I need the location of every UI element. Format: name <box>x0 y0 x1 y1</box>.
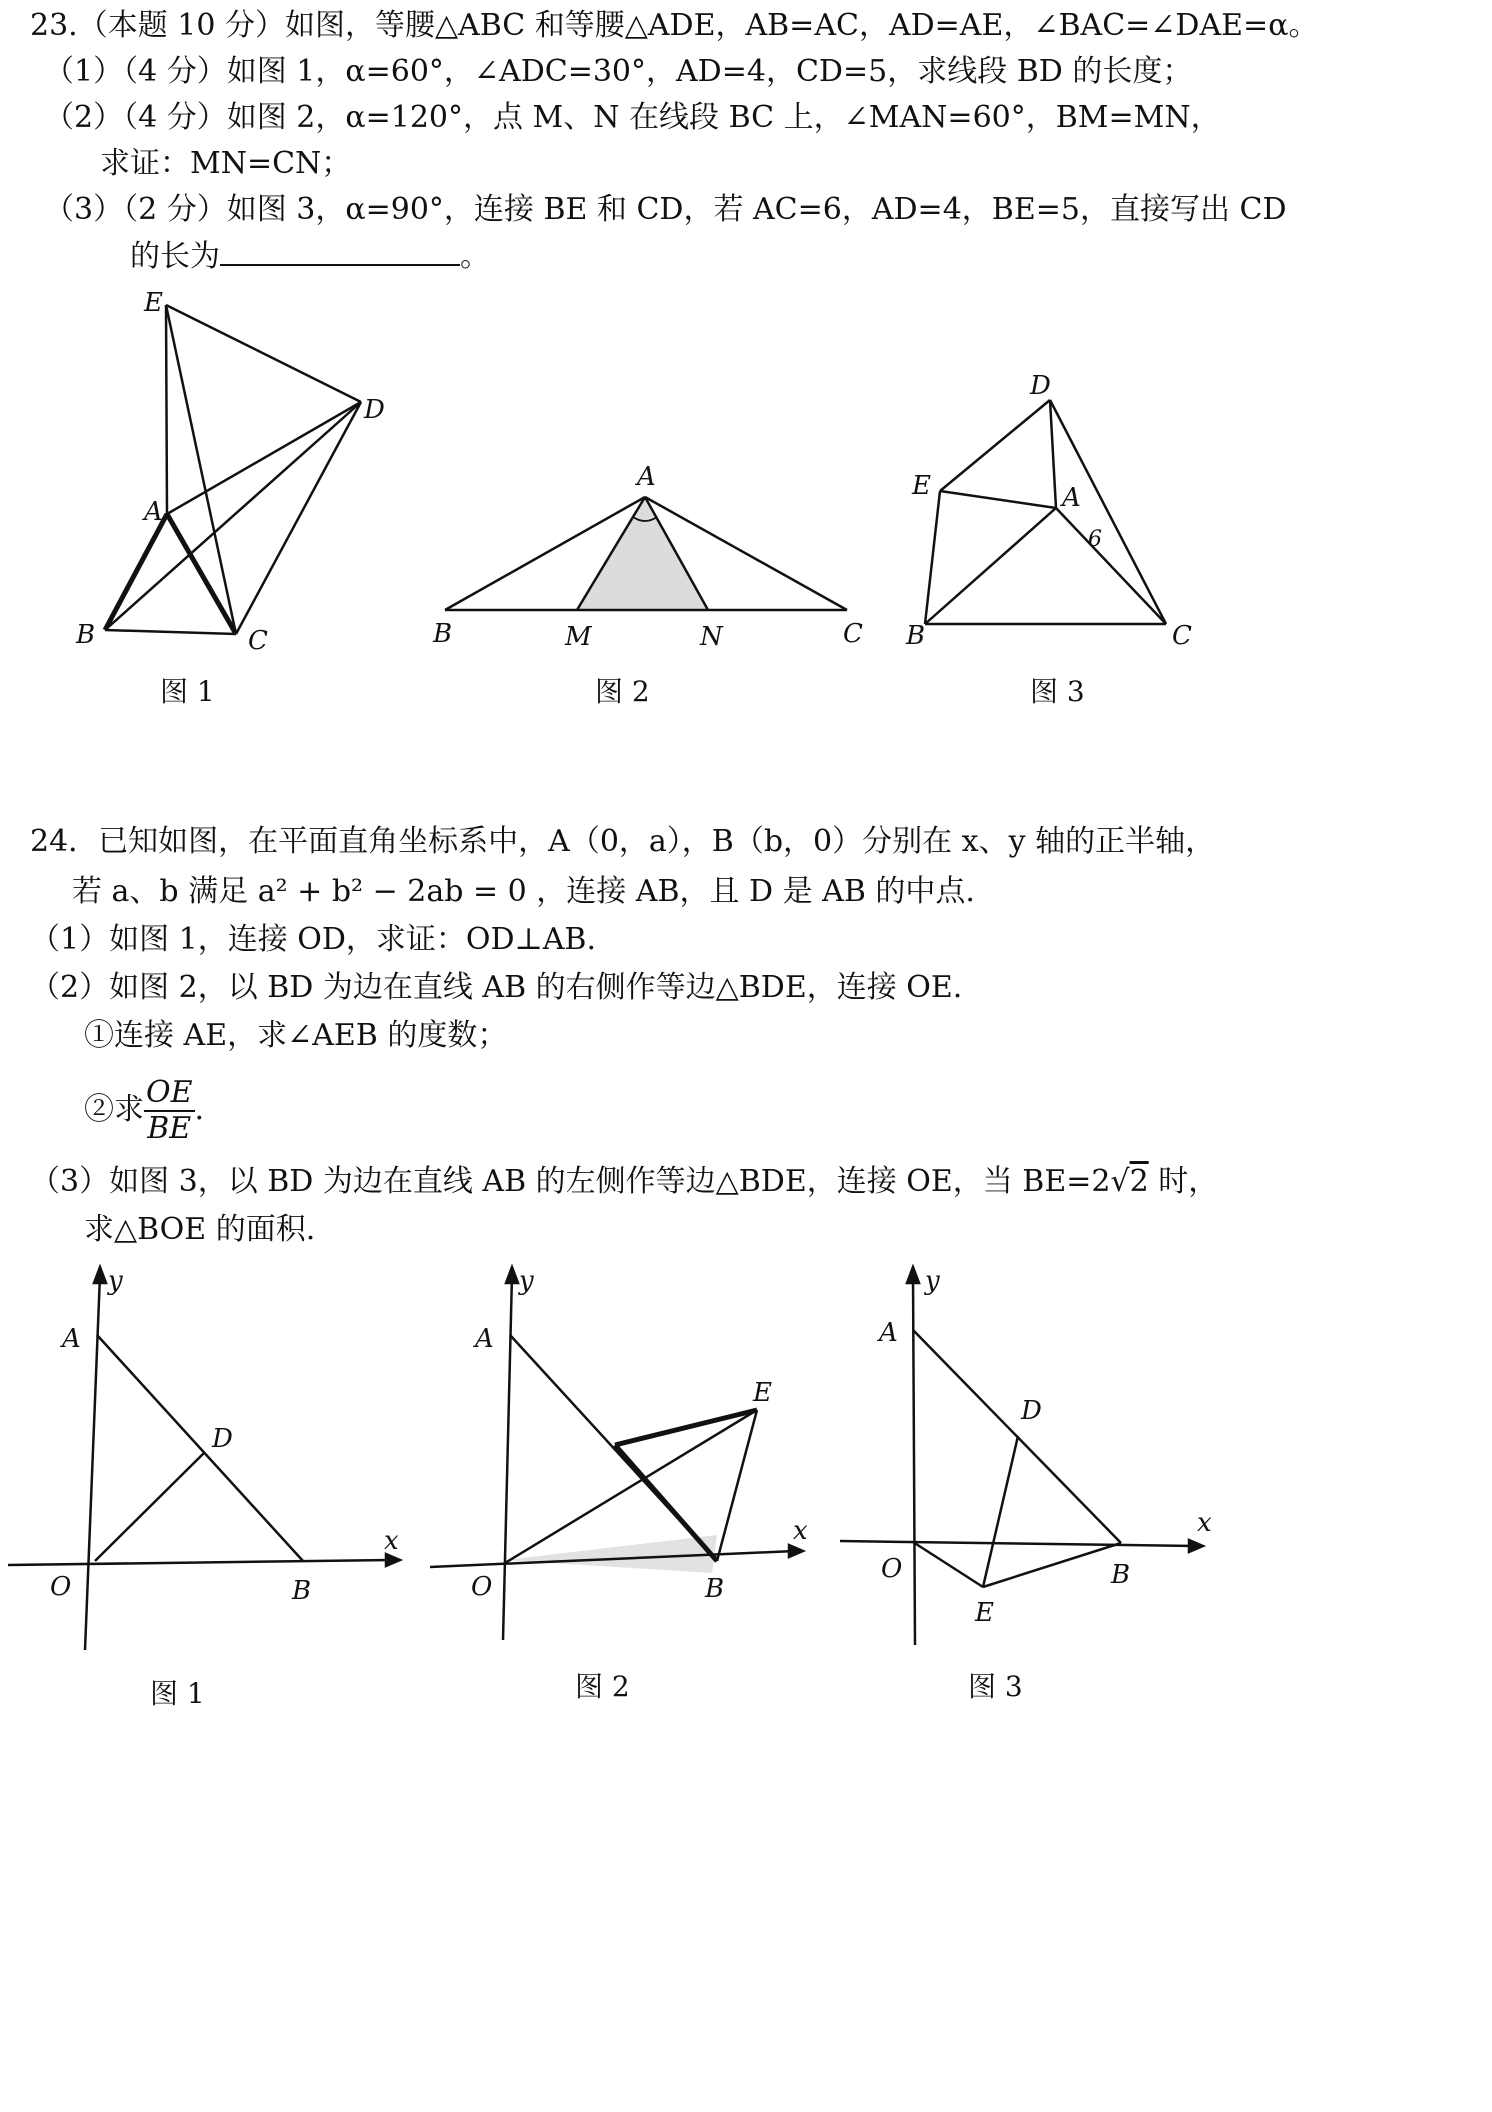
label-B: B <box>705 1574 725 1604</box>
label-O: O <box>471 1572 493 1602</box>
q24-intro-line1: 24．已知如图，在平面直角坐标系中，A（0，a），B（b，0）分别在 x、y 轴的正半轴， <box>30 824 1216 859</box>
q24-part2-sub2-prefix: ②求 <box>84 1092 144 1127</box>
label-D: D <box>364 395 385 425</box>
label-C: C <box>1172 621 1192 651</box>
answer-blank[interactable] <box>220 236 460 266</box>
label-B: B <box>906 621 926 651</box>
label-A: A <box>1062 483 1081 513</box>
label-N: N <box>700 622 723 652</box>
q24-part3-text-end: 时， <box>1148 1164 1219 1199</box>
label-M: M <box>565 622 592 652</box>
q23-part3-line2 <box>130 236 490 277</box>
label-six: 6 <box>1088 527 1102 552</box>
q23-fig3-caption: 图 3 <box>1030 675 1085 708</box>
label-B: B <box>433 619 453 649</box>
label-y: y <box>925 1266 940 1296</box>
label-C: C <box>843 619 863 649</box>
q23-figure-3 <box>890 370 1210 660</box>
label-O: O <box>881 1554 903 1584</box>
q24-fig3-caption: 图 3 <box>968 1670 1023 1703</box>
q24-intro-line2: 若 a、b 满足 a² + b² − 2ab = 0 ，连接 AB，且 D 是 AB 的中点. <box>72 874 975 909</box>
q24-figure-2 <box>425 1255 825 1655</box>
q24-fig1-caption: 图 1 <box>150 1677 205 1710</box>
q23-title: 23.（本题 10 分）如图，等腰△ABC 和等腰△ADE，AB=AC，AD=AE，∠BAC=∠DAE=α。 <box>30 8 1319 43</box>
label-x: x <box>384 1526 399 1556</box>
label-D: D <box>212 1424 233 1454</box>
label-x: x <box>793 1516 808 1546</box>
label-A: A <box>62 1324 81 1354</box>
q23-part3-line1: （3）（2 分）如图 3，α=90°，连接 BE 和 CD，若 AC=6，AD=4，BE=5，直接写出 CD <box>44 192 1287 227</box>
q23-part3-end: 。 <box>460 239 490 274</box>
label-A: A <box>144 497 163 527</box>
q23-figure-1 <box>60 285 420 665</box>
label-D: D <box>1030 371 1051 401</box>
label-B: B <box>1111 1560 1131 1590</box>
label-y: y <box>519 1266 534 1296</box>
q24-figure-3 <box>835 1255 1235 1655</box>
q23-fig2-caption: 图 2 <box>595 675 650 708</box>
label-B: B <box>76 620 96 650</box>
label-E: E <box>975 1598 994 1628</box>
label-D: D <box>1021 1396 1042 1426</box>
label-B: B <box>292 1576 312 1606</box>
q23-fig1-caption: 图 1 <box>160 675 215 708</box>
q24-part1: （1）如图 1，连接 OD，求证：OD⊥AB. <box>30 922 597 957</box>
label-y: y <box>108 1266 123 1296</box>
q23-part2-line2: 求证：MN=CN； <box>100 146 352 181</box>
label-C: C <box>248 626 268 656</box>
q24-figure-1 <box>0 1255 420 1655</box>
q24-part3-line1 <box>30 1162 1218 1202</box>
sqrt-icon: √ <box>1110 1164 1130 1199</box>
q23-part2-line1: （2）（4 分）如图 2，α=120°，点 M、N 在线段 BC 上，∠MAN=60°，BM=MN， <box>44 100 1221 135</box>
label-A: A <box>879 1318 898 1348</box>
sqrt-radicand: 2 <box>1129 1164 1149 1199</box>
q24-part2-sub1: ①连接 AE，求∠AEB 的度数； <box>84 1018 508 1053</box>
q24-part3-text: （3）如图 3，以 BD 为边在直线 AB 的左侧作等边△BDE，连接 OE，当 BE=2 <box>30 1164 1111 1199</box>
fraction-denominator: BE <box>147 1111 192 1146</box>
label-x: x <box>1197 1508 1212 1538</box>
q24-part2-sub2 <box>84 1076 204 1156</box>
q24-part2-sub2-suffix: . <box>194 1092 205 1127</box>
label-A: A <box>475 1324 494 1354</box>
label-E: E <box>912 471 931 501</box>
label-E: E <box>753 1378 772 1408</box>
q24-part2: （2）如图 2，以 BD 为边在直线 AB 的右侧作等边△BDE，连接 OE. <box>30 970 963 1005</box>
fraction-numerator: OE <box>146 1075 193 1110</box>
q24-part3-line2: 求△BOE 的面积. <box>84 1212 316 1247</box>
q23-figure-2 <box>425 455 885 655</box>
label-O: O <box>50 1572 72 1602</box>
q24-fig2-caption: 图 2 <box>575 1670 630 1703</box>
label-E: E <box>144 288 163 318</box>
q23-part3-text: 的长为 <box>130 239 220 274</box>
label-A: A <box>637 462 656 492</box>
q23-part1: （1）（4 分）如图 1，α=60°，∠ADC=30°，AD=4，CD=5，求线段 BD 的长度； <box>44 54 1193 89</box>
fraction-oe-over-be <box>144 1076 195 1146</box>
